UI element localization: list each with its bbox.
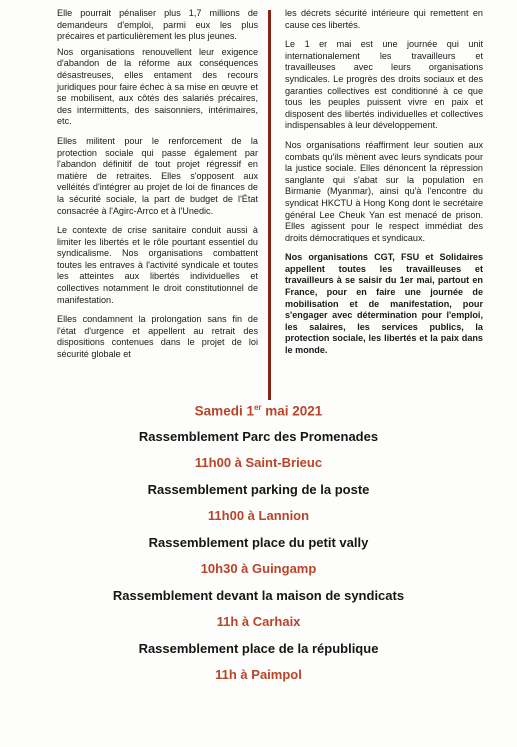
- paragraph: Elles militent pour le renforcement de la protection sociale qui passe également par l'abandon définitif de tout projet régressif en matière de retraites. Elles s'opposent aux velléités d'intégrer au projet de loi de finances de la sécurité sociale, la part de budget de l'État consacrée à l'Agirc-Arrco et à l'Unedic.: [57, 135, 258, 216]
- paragraph: Le contexte de crise sanitaire conduit aussi à limiter les libertés et le rôle pourtant essentiel du syndicalisme. Nos organisations combattent toutes les entraves à l'activité syndicale et toutes les atteintes aux libertés individuelles et collectives notamment le droit constitutionnel de manifestation.: [57, 225, 258, 305]
- date-heading: [0, 403, 517, 419]
- paragraph: Elle pourrait pénaliser plus 1,7 millions de demandeurs d'emploi, parmi eux les plus précaires et particulièrement les plus jeunes.: [57, 8, 258, 42]
- date-prefix: Samedi 1: [194, 403, 254, 419]
- call-to-action: Nos organisations CGT, FSU et Solidaires appellent toutes les travailleuses et travailleurs à se saisir du 1er mai, partout en France, pour en faire une journée de mobilisation et de manifestation, pour s'engager avec détermination pour l'emploi, les salaires, les services publics, la protection sociale, les libertés et la paix dans le monde.: [285, 252, 483, 356]
- paragraph: Nos organisations réaffirment leur soutien aux combats qu'ils mènent avec leurs syndicats pour la justice sociale. Elles dénoncent la répression sanglante qui s'abat sur la population en Birmanie (Myanmar), ainsi qu'à l'encontre du syndicat HKCTU à Hong Kong dont le secrétaire général Lee Cheuk Yan est menacé de prison. Elles agissent pour le respect immédiat des droits démocratiques et syndicaux.: [285, 139, 483, 243]
- event-time: 11h à Carhaix: [216, 613, 301, 629]
- column-divider: [268, 10, 271, 400]
- right-column: [285, 8, 483, 365]
- event-time: 10h30 à Guingamp: [200, 560, 317, 576]
- event-title: Rassemblement Parc des Promenades: [138, 428, 379, 444]
- event-time: 11h00 à Saint-Brieuc: [194, 454, 323, 470]
- event-title: Rassemblement place de la république: [138, 640, 379, 656]
- event-time: 11h00 à Lannion: [207, 507, 310, 523]
- paragraph: Nos organisations renouvellent leur exigence d'abandon de la réforme aux conséquences désastreuses, elles entament des recours juridiques pour faire échec à sa mise en œuvre et se mobilisent, aux côtés des salariés précaires, des intermittents, des saisonniers, intérimaires, etc.: [57, 46, 258, 127]
- event-time: 11h à Paimpol: [215, 666, 302, 682]
- date-suffix: mai 2021: [261, 403, 323, 419]
- event-title: Rassemblement devant la maison de syndicats: [112, 587, 405, 603]
- left-column: [57, 8, 258, 369]
- events-section: [0, 400, 517, 694]
- event-title: Rassemblement place du petit vally: [148, 534, 369, 550]
- paragraph: les décrets sécurité intérieure qui remettent en cause ces libertés.: [285, 8, 483, 30]
- event-title: Rassemblement parking de la poste: [147, 481, 370, 497]
- paragraph: Elles condamnent la prolongation sans fin de l'état d'urgence et appellent au retrait des dispositions contenues dans le projet de loi sécurité globale et: [57, 314, 258, 360]
- date-ordinal: er: [253, 403, 262, 412]
- paragraph: Le 1 er mai est une journée qui unit internationalement les travailleurs et travailleuses avec leurs organisations syndicales. Le progrès des droits sociaux et des garanties collectives est conditionné à ce que tous les peuples puissent vivre en paix et disposent des libertés individuelles et collectives indispensables à leur développement.: [285, 39, 483, 131]
